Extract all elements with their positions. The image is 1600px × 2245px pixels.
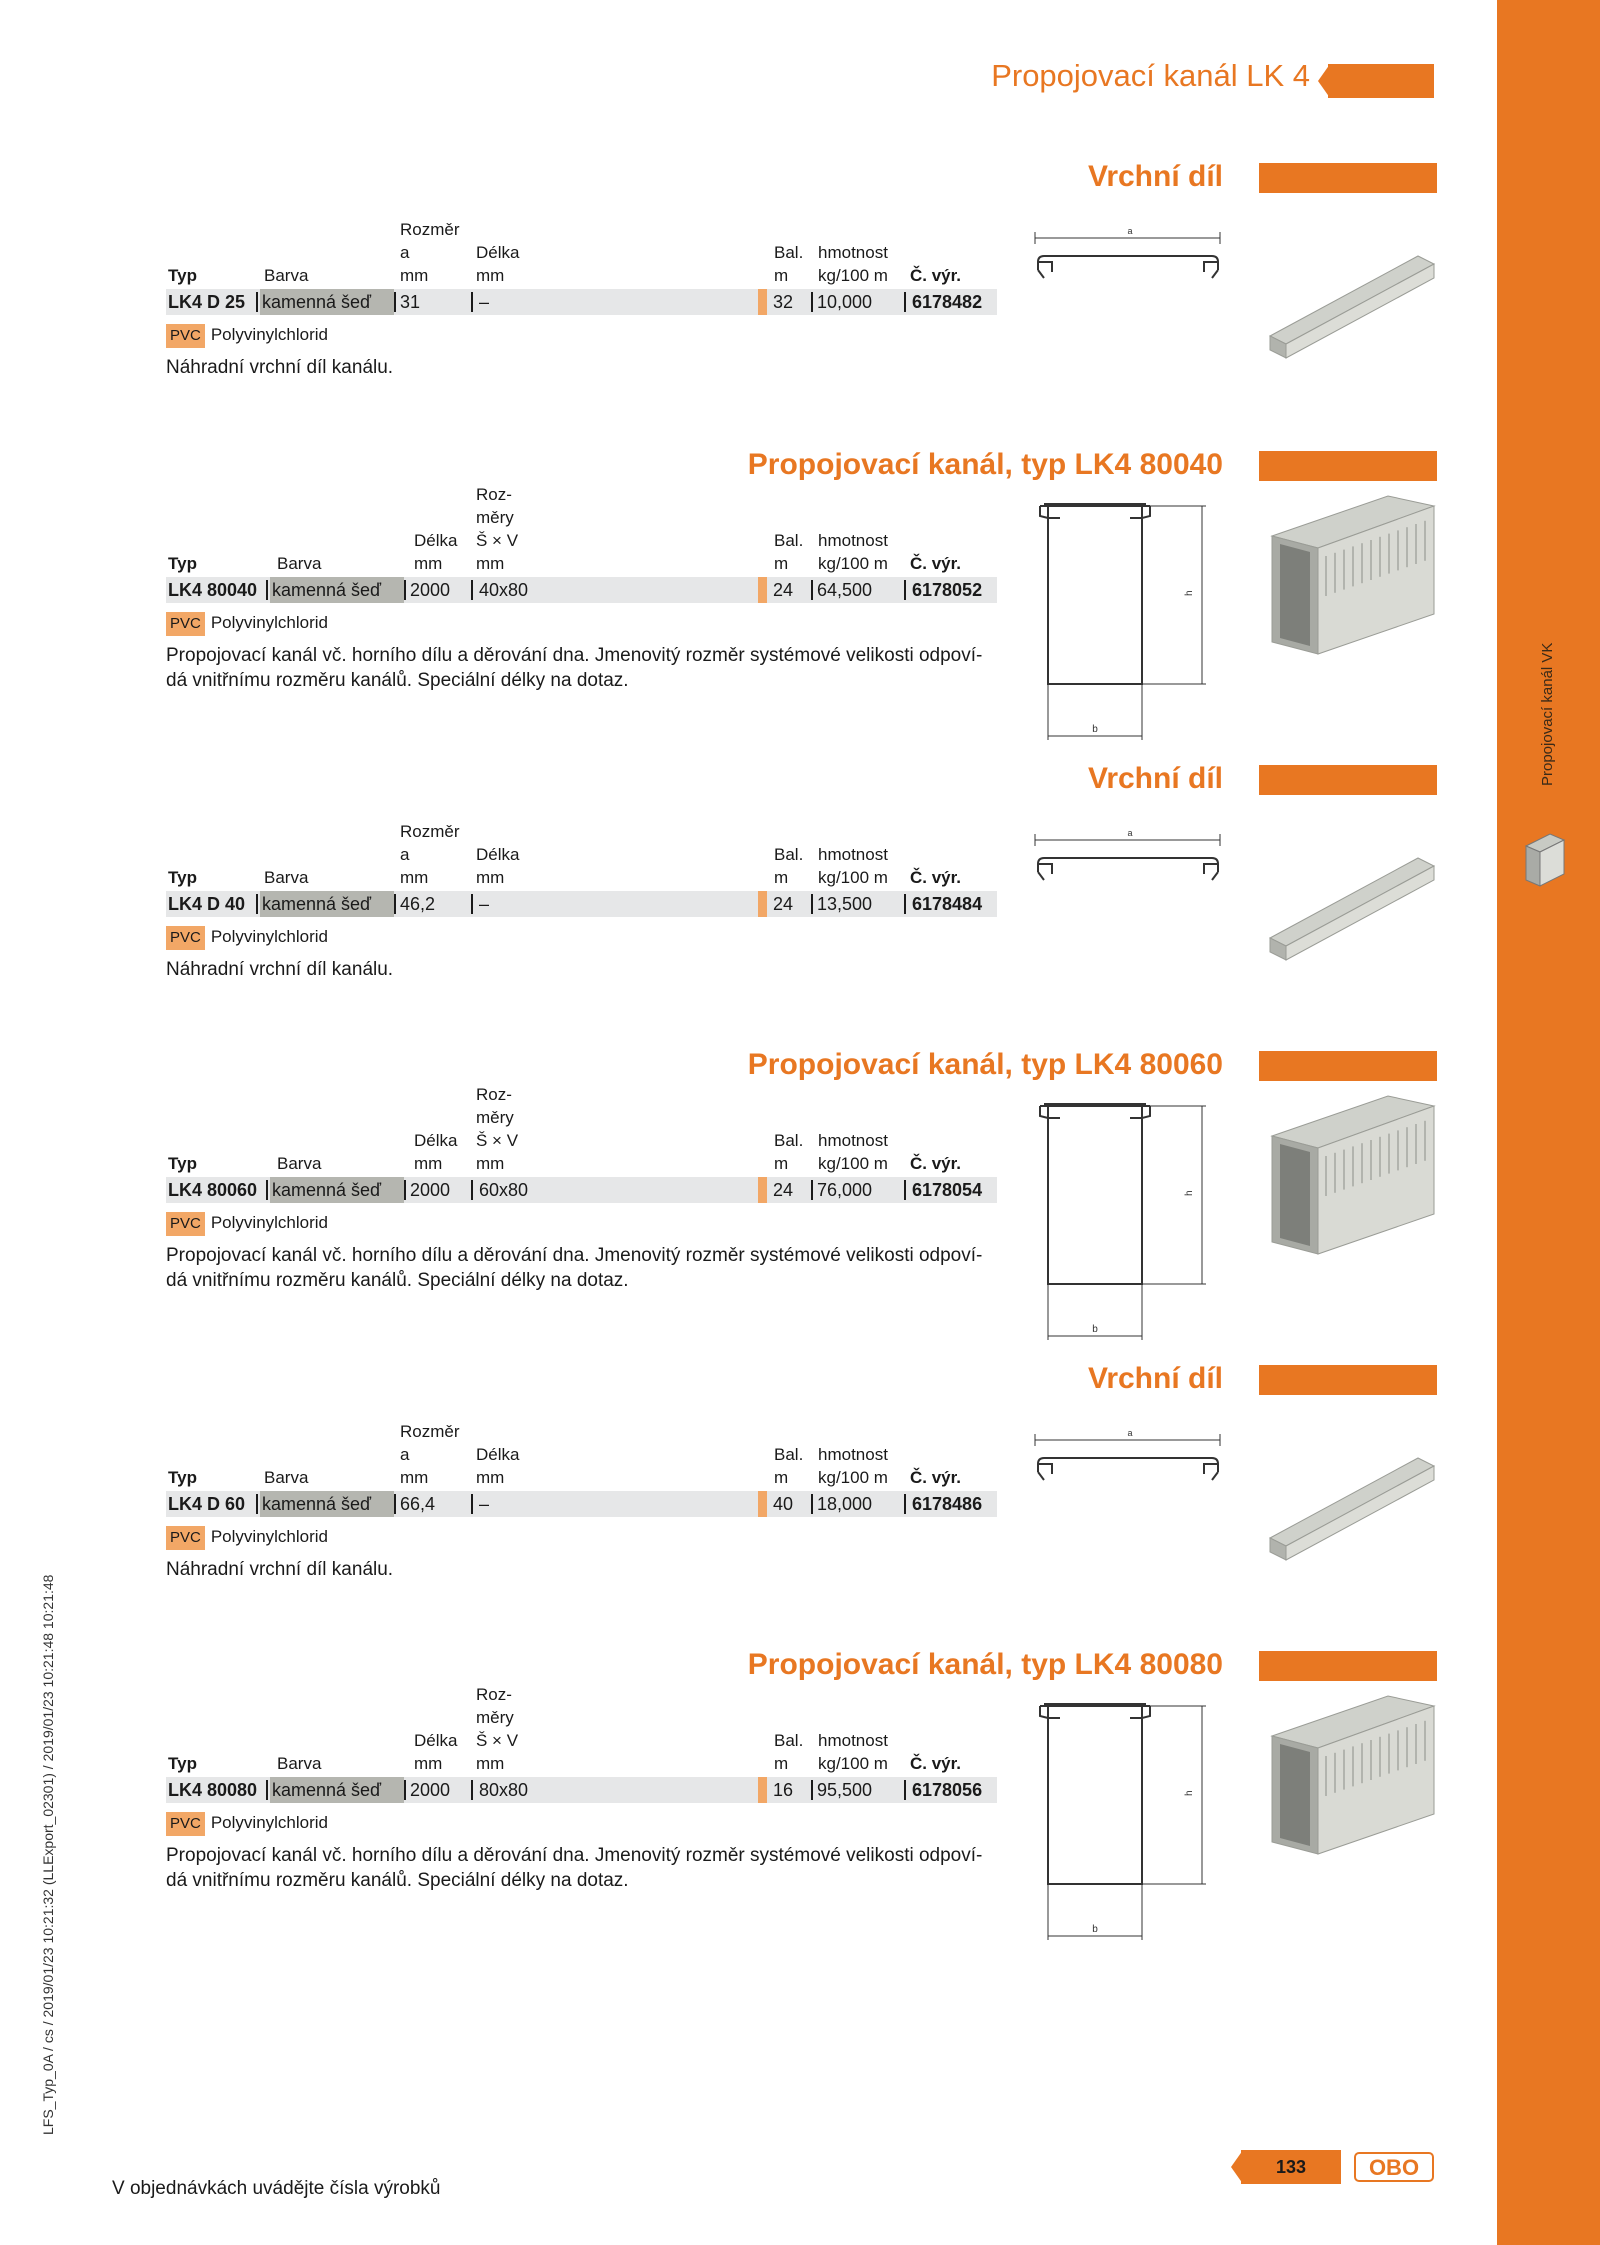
col-delka-header: Délka <box>414 1131 458 1150</box>
col-cislo-header: Č. výr. <box>910 1468 962 1487</box>
col-delka-header: Délka <box>414 1731 458 1750</box>
material-name: Polyvinylchlorid <box>210 1527 329 1546</box>
footer-note: V objednávkách uvádějte čísla výrobků <box>112 2178 441 2199</box>
description-line: Náhradní vrchní díl kanálu. <box>166 959 394 980</box>
title-marker <box>1328 64 1434 98</box>
col-rozmery-sxv: Š × V <box>476 1731 519 1750</box>
col-delka-unit: mm <box>476 1468 505 1487</box>
separator <box>904 894 906 914</box>
cell-bal: 24 <box>773 894 794 914</box>
cell-typ: LK4 80080 <box>168 1780 258 1800</box>
col-hmotnost-unit: kg/100 m <box>818 1754 888 1773</box>
cell-barva: kamenná šeď <box>270 1177 404 1203</box>
separator <box>904 580 906 600</box>
material-badge: PVC <box>166 612 205 636</box>
page-title: Propojovací kanál LK 4 <box>991 58 1310 93</box>
cell-dim-1: 2000 <box>410 1780 451 1800</box>
cell-cislo: 6178486 <box>912 1494 983 1514</box>
material-name: Polyvinylchlorid <box>210 927 329 946</box>
cell-barva: kamenná šeď <box>260 891 394 917</box>
dimension-label-b: b <box>1092 1924 1098 1935</box>
cover-profile-drawing <box>1030 208 1240 408</box>
col-rozmer-header-2: a <box>400 243 410 262</box>
col-rozmer-header: Rozměr <box>400 1422 460 1441</box>
col-cislo-header: Č. výr. <box>910 1754 962 1773</box>
separator <box>471 580 473 600</box>
obo-logo <box>1354 2151 1434 2183</box>
cell-dim-2: 60x80 <box>479 1180 529 1200</box>
section-title: Propojovací kanál, typ LK4 80060 <box>747 1048 1223 1081</box>
material-badge: PVC <box>166 926 205 950</box>
col-rozmer-header-2: a <box>400 845 410 864</box>
col-rozmer-unit: mm <box>400 266 429 285</box>
col-hmotnost-header: hmotnost <box>818 1731 888 1750</box>
dimension-label-a: a <box>1127 828 1133 838</box>
col-rozmer-unit: mm <box>400 868 429 887</box>
pack-marker <box>758 289 767 315</box>
col-cislo-header: Č. výr. <box>910 266 962 285</box>
cover-top-face <box>1270 256 1434 344</box>
col-rozmery-header-2: měry <box>476 508 514 527</box>
col-hmotnost-header: hmotnost <box>818 845 888 864</box>
col-rozmery-header-2: měry <box>476 1108 514 1127</box>
cell-typ: LK4 D 40 <box>168 894 246 914</box>
cell-typ: LK4 D 25 <box>168 292 246 312</box>
cell-barva: kamenná šeď <box>270 577 404 603</box>
section-title: Vrchní díl <box>1087 160 1223 193</box>
cell-dim-2: 80x80 <box>479 1780 529 1800</box>
col-hmotnost-header: hmotnost <box>818 1445 888 1464</box>
separator <box>404 580 406 600</box>
table-row <box>166 1777 997 1803</box>
channel-thumbnail-icon <box>1520 828 1570 888</box>
table-row <box>166 1491 997 1517</box>
separator <box>394 1494 396 1514</box>
material-name: Polyvinylchlorid <box>210 613 329 632</box>
separator <box>904 1494 906 1514</box>
col-cislo-header: Č. výr. <box>910 1154 962 1173</box>
col-rozmery-header: Roz- <box>476 1085 512 1104</box>
cell-cislo: 6178482 <box>912 292 983 312</box>
section-title: Vrchní díl <box>1087 1362 1223 1395</box>
dimension-label-a: a <box>1127 226 1133 236</box>
separator <box>266 580 268 600</box>
col-bal-header: Bal. <box>774 1131 804 1150</box>
channel-product-image <box>1268 1096 1438 1276</box>
material-name: Polyvinylchlorid <box>210 325 329 344</box>
dimension-label-h: h <box>1184 1190 1195 1196</box>
col-rozmer-header-2: a <box>400 1445 410 1464</box>
col-delka-header: Délka <box>476 1445 520 1464</box>
cell-hmotnost: 10,000 <box>817 292 873 312</box>
separator <box>256 1494 258 1514</box>
cell-barva: kamenná šeď <box>260 289 394 315</box>
col-bal-unit: m <box>774 1154 789 1173</box>
col-hmotnost-header: hmotnost <box>818 1131 888 1150</box>
cell-cislo: 6178052 <box>912 580 983 600</box>
material-line <box>166 323 328 348</box>
separator <box>394 894 396 914</box>
separator <box>811 1494 813 1514</box>
description-line: Propojovací kanál vč. horního dílu a děrování dna. Jmenovitý rozměr systémové velikosti odpoví- <box>166 1845 983 1866</box>
description-line: Náhradní vrchní díl kanálu. <box>166 1559 394 1580</box>
col-typ-header: Typ <box>168 266 197 285</box>
pack-marker <box>758 1491 767 1517</box>
cover-product-image <box>1268 208 1438 388</box>
cell-typ: LK4 D 60 <box>168 1494 246 1514</box>
col-bal-unit: m <box>774 868 789 887</box>
separator <box>471 292 473 312</box>
table-row <box>166 891 997 917</box>
separator <box>904 292 906 312</box>
col-rozmer-header: Rozměr <box>400 220 460 239</box>
cell-bal: 24 <box>773 580 794 600</box>
separator <box>394 292 396 312</box>
cell-cislo: 6178056 <box>912 1780 983 1800</box>
col-delka-header: Délka <box>414 531 458 550</box>
description-line-2: dá vnitřnímu rozměru kanálů. Speciální délky na dotaz. <box>166 1870 629 1891</box>
col-barva-header: Barva <box>277 554 322 573</box>
cover-profile-drawing <box>1030 1410 1240 1610</box>
channel-profile <box>1040 504 1150 684</box>
col-typ-header: Typ <box>168 868 197 887</box>
col-typ-header: Typ <box>168 1154 197 1173</box>
col-barva-header: Barva <box>277 1754 322 1773</box>
col-delka-unit: mm <box>414 1154 443 1173</box>
separator <box>404 1180 406 1200</box>
col-hmotnost-unit: kg/100 m <box>818 1468 888 1487</box>
cell-dim-1: 66,4 <box>400 1494 436 1514</box>
section-title-bar <box>1259 765 1437 795</box>
col-rozmery-header: Roz- <box>476 485 512 504</box>
cell-typ: LK4 80040 <box>168 580 258 600</box>
col-delka-header: Délka <box>476 243 520 262</box>
col-barva-header: Barva <box>264 1468 309 1487</box>
cover-product-image <box>1268 810 1438 990</box>
cell-barva: kamenná šeď <box>270 1777 404 1803</box>
separator <box>256 292 258 312</box>
section-title-bar <box>1259 1365 1437 1395</box>
channel-profile <box>1040 1704 1150 1884</box>
separator <box>811 1780 813 1800</box>
separator <box>471 1180 473 1200</box>
separator <box>904 1780 906 1800</box>
col-rozmery-unit: mm <box>476 1154 505 1173</box>
channel-profile-drawing <box>1030 1696 1240 1935</box>
col-rozmer-header: Rozměr <box>400 822 460 841</box>
material-badge: PVC <box>166 1212 205 1236</box>
col-bal-header: Bal. <box>774 243 804 262</box>
cover-profile <box>1038 256 1218 278</box>
description-line: Náhradní vrchní díl kanálu. <box>166 357 394 378</box>
cell-typ: LK4 80060 <box>168 1180 258 1200</box>
separator <box>811 292 813 312</box>
page-number: 133 <box>1241 2150 1341 2184</box>
col-delka-unit: mm <box>414 554 443 573</box>
cell-dim-1: 2000 <box>410 1180 451 1200</box>
col-bal-header: Bal. <box>774 1731 804 1750</box>
material-line <box>166 1525 328 1550</box>
separator <box>266 1180 268 1200</box>
cell-barva: kamenná šeď <box>260 1491 394 1517</box>
section-title: Propojovací kanál, typ LK4 80040 <box>747 448 1223 481</box>
section-title-bar <box>1259 1651 1437 1681</box>
section-title-bar <box>1259 451 1437 481</box>
cell-bal: 40 <box>773 1494 794 1514</box>
dimension-label-h: h <box>1184 1790 1195 1796</box>
material-line <box>166 611 328 636</box>
cell-dim-1: 2000 <box>410 580 451 600</box>
description-line: Propojovací kanál vč. horního dílu a děrování dna. Jmenovitý rozměr systémové velikosti odpoví- <box>166 1245 983 1266</box>
dimension-label-b: b <box>1092 724 1098 735</box>
col-bal-unit: m <box>774 1468 789 1487</box>
cell-dim-1: 31 <box>400 292 421 312</box>
pack-marker <box>758 577 767 603</box>
col-bal-header: Bal. <box>774 1445 804 1464</box>
material-badge: PVC <box>166 1526 205 1550</box>
cover-product-image <box>1268 1410 1438 1590</box>
cell-cislo: 6178054 <box>912 1180 983 1200</box>
col-rozmer-unit: mm <box>400 1468 429 1487</box>
col-delka-unit: mm <box>476 266 505 285</box>
separator <box>256 894 258 914</box>
section-title: Propojovací kanál, typ LK4 80080 <box>747 1648 1223 1681</box>
description-line: Propojovací kanál vč. horního dílu a děrování dna. Jmenovitý rozměr systémové velikosti odpoví- <box>166 645 983 666</box>
logo-text: OBO <box>1368 2155 1420 2180</box>
pack-marker <box>758 891 767 917</box>
channel-product-image <box>1268 1696 1438 1876</box>
table-row <box>166 577 997 603</box>
col-rozmery-unit: mm <box>476 1754 505 1773</box>
separator <box>266 1780 268 1800</box>
col-cislo-header: Č. výr. <box>910 868 962 887</box>
col-rozmery-header: Roz- <box>476 1685 512 1704</box>
dimension-label-a: a <box>1127 1428 1133 1438</box>
separator <box>404 1780 406 1800</box>
cell-hmotnost: 13,500 <box>817 894 873 914</box>
dimension-label-b: b <box>1092 1324 1098 1335</box>
separator <box>471 1780 473 1800</box>
material-line <box>166 1211 328 1236</box>
material-badge: PVC <box>166 324 205 348</box>
separator <box>811 894 813 914</box>
pack-marker <box>758 1177 767 1203</box>
col-hmotnost-unit: kg/100 m <box>818 554 888 573</box>
cell-dim-2: – <box>479 1494 490 1514</box>
separator <box>471 894 473 914</box>
material-line <box>166 925 328 950</box>
col-barva-header: Barva <box>264 868 309 887</box>
section-title-bar <box>1259 1051 1437 1081</box>
separator <box>471 1494 473 1514</box>
channel-product-image <box>1268 496 1438 676</box>
col-rozmery-header-2: měry <box>476 1708 514 1727</box>
cell-dim-2: – <box>479 292 490 312</box>
cell-hmotnost: 18,000 <box>817 1494 873 1514</box>
separator <box>811 580 813 600</box>
col-bal-unit: m <box>774 554 789 573</box>
cell-bal: 24 <box>773 1180 794 1200</box>
cell-cislo: 6178484 <box>912 894 983 914</box>
col-bal-unit: m <box>774 1754 789 1773</box>
cell-hmotnost: 64,500 <box>817 580 873 600</box>
cover-profile-drawing <box>1030 810 1240 1010</box>
col-typ-header: Typ <box>168 554 197 573</box>
col-hmotnost-unit: kg/100 m <box>818 266 888 285</box>
col-hmotnost-header: hmotnost <box>818 243 888 262</box>
col-bal-header: Bal. <box>774 531 804 550</box>
col-hmotnost-unit: kg/100 m <box>818 868 888 887</box>
cell-dim-2: – <box>479 894 490 914</box>
cell-bal: 16 <box>773 1780 794 1800</box>
cell-hmotnost: 95,500 <box>817 1780 873 1800</box>
cell-dim-1: 46,2 <box>400 894 436 914</box>
col-delka-header: Délka <box>476 845 520 864</box>
col-typ-header: Typ <box>168 1468 197 1487</box>
separator <box>904 1180 906 1200</box>
col-cislo-header: Č. výr. <box>910 554 962 573</box>
col-delka-unit: mm <box>414 1754 443 1773</box>
col-rozmery-sxv: Š × V <box>476 531 519 550</box>
side-label: Propojovací kanál VK <box>1539 642 1556 786</box>
col-bal-header: Bal. <box>774 845 804 864</box>
channel-profile-drawing <box>1030 1096 1240 1335</box>
cover-profile <box>1038 858 1218 880</box>
col-hmotnost-header: hmotnost <box>818 531 888 550</box>
col-typ-header: Typ <box>168 1754 197 1773</box>
cover-top-face <box>1270 1458 1434 1546</box>
channel-profile-drawing <box>1030 496 1240 735</box>
cell-hmotnost: 76,000 <box>817 1180 873 1200</box>
col-barva-header: Barva <box>264 266 309 285</box>
print-metadata: LFS_Typ_0A / cs / 2019/01/23 10:21:32 (LLExport_02301) / 2019/01/23 10:21:48 10:21:48 <box>40 1574 56 2135</box>
material-badge: PVC <box>166 1812 205 1836</box>
col-barva-header: Barva <box>277 1154 322 1173</box>
dimension-label-h: h <box>1184 590 1195 596</box>
side-tab <box>1497 0 1600 2245</box>
material-line <box>166 1811 328 1836</box>
table-row <box>166 1177 997 1203</box>
col-bal-unit: m <box>774 266 789 285</box>
description-line-2: dá vnitřnímu rozměru kanálů. Speciální délky na dotaz. <box>166 670 629 691</box>
material-name: Polyvinylchlorid <box>210 1813 329 1832</box>
cover-top-face <box>1270 858 1434 946</box>
pack-marker <box>758 1777 767 1803</box>
material-name: Polyvinylchlorid <box>210 1213 329 1232</box>
col-hmotnost-unit: kg/100 m <box>818 1154 888 1173</box>
cover-profile <box>1038 1458 1218 1480</box>
col-delka-unit: mm <box>476 868 505 887</box>
channel-profile <box>1040 1104 1150 1284</box>
table-row <box>166 289 997 315</box>
cell-bal: 32 <box>773 292 794 312</box>
description-line-2: dá vnitřnímu rozměru kanálů. Speciální délky na dotaz. <box>166 1270 629 1291</box>
cell-dim-2: 40x80 <box>479 580 529 600</box>
section-title: Vrchní díl <box>1087 762 1223 795</box>
col-rozmery-sxv: Š × V <box>476 1131 519 1150</box>
section-title-bar <box>1259 163 1437 193</box>
separator <box>811 1180 813 1200</box>
col-rozmery-unit: mm <box>476 554 505 573</box>
